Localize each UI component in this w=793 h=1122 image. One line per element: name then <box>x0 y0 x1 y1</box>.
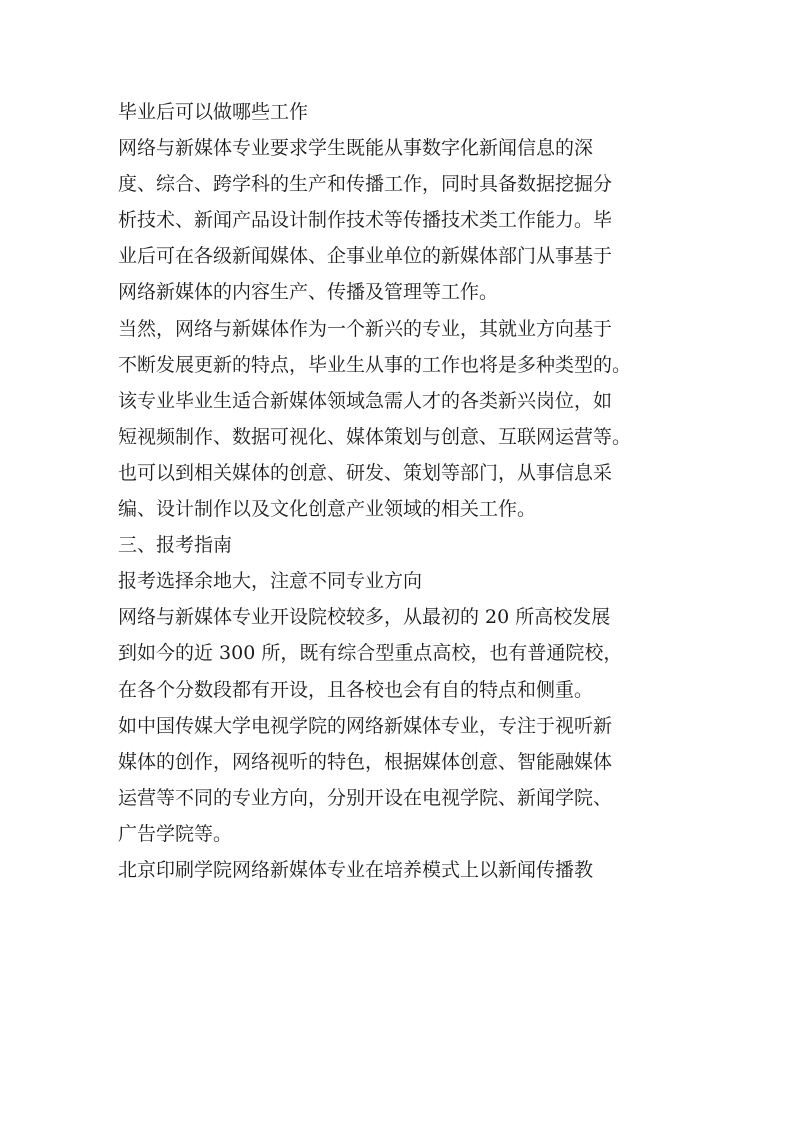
text-line: 也可以到相关媒体的创意、研发、策划等部门，从事信息采 <box>118 461 613 484</box>
text-line: 媒体的创作，网络视听的特色，根据媒体创意、智能融媒体 <box>118 750 613 773</box>
text-line: 业后可在各级新闻媒体、企事业单位的新媒体部门从事基于 <box>118 245 613 268</box>
section-heading: 三、报考指南 <box>118 534 233 557</box>
text-line: 短视频制作、数据可视化、媒体策划与创意、互联网运营等。 <box>118 425 632 448</box>
text-line: 当然，网络与新媒体作为一个新兴的专业，其就业方向基于 <box>118 317 613 340</box>
text-line: 网络与新媒体专业开设院校较多，从最初的 20 所高校发展 <box>118 606 611 629</box>
text-line: 到如今的近 300 所，既有综合型重点高校，也有普通院校， <box>118 642 623 665</box>
text-line: 北京印刷学院网络新媒体专业在培养模式上以新闻传播教 <box>118 858 594 881</box>
body-text <box>118 94 698 888</box>
section-subheading: 报考选择余地大，注意不同专业方向 <box>118 570 423 593</box>
section-subheading: 毕业后可以做哪些工作 <box>118 101 309 123</box>
text-line: 度、综合、跨学科的生产和传播工作，同时具备数据挖掘分 <box>118 173 613 196</box>
text-line: 如中国传媒大学电视学院的网络新媒体专业，专注于视听新 <box>118 714 613 737</box>
text-line: 网络新媒体的内容生产、传播及管理等工作。 <box>118 281 499 304</box>
text-line: 该专业毕业生适合新媒体领域急需人才的各类新兴岗位，如 <box>118 389 613 412</box>
text-line: 运营等不同的专业方向，分别开设在电视学院、新闻学院、 <box>118 786 613 809</box>
text-line: 析技术、新闻产品设计制作技术等传播技术类工作能力。毕 <box>118 209 613 232</box>
text-line: 编、设计制作以及文化创意产业领域的相关工作。 <box>118 498 537 521</box>
text-line: 广告学院等。 <box>118 822 233 845</box>
text-line: 不断发展更新的特点，毕业生从事的工作也将是多种类型的。 <box>118 353 632 376</box>
text-line: 网络与新媒体专业要求学生既能从事数字化新闻信息的深 <box>118 137 594 160</box>
text-line: 在各个分数段都有开设，且各校也会有自的特点和侧重。 <box>118 678 594 701</box>
